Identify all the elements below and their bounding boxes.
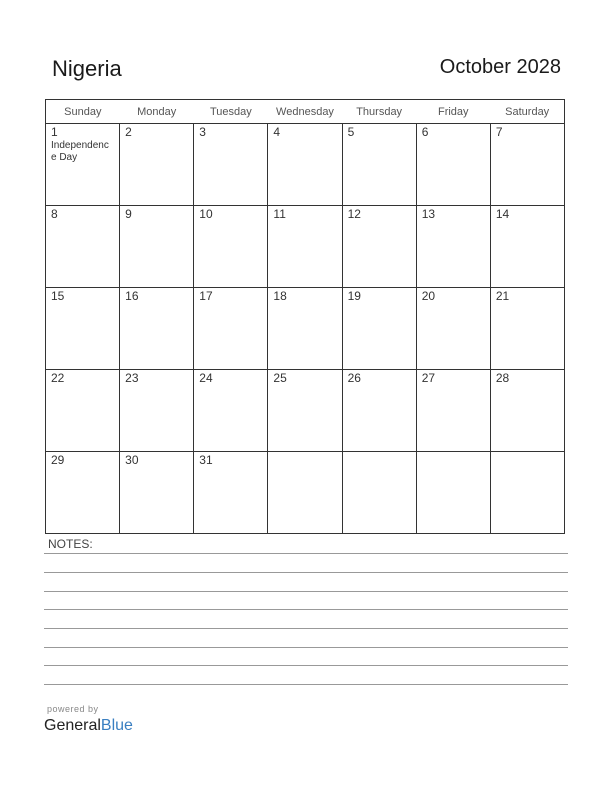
day-cell	[268, 206, 342, 288]
weekday-sunday: Sunday	[46, 100, 120, 124]
day-cell	[120, 206, 194, 288]
day-number: 23	[125, 371, 139, 385]
notes-line	[44, 609, 568, 610]
day-number: 7	[495, 125, 503, 139]
day-cell	[342, 288, 416, 370]
day-cell	[120, 452, 194, 534]
day-cell	[490, 288, 564, 370]
day-number: 29	[51, 453, 65, 467]
weekday-header-row	[46, 100, 565, 124]
day-cell	[490, 206, 564, 288]
day-cell-empty	[490, 452, 564, 534]
notes-line	[44, 647, 568, 648]
day-cell	[416, 288, 490, 370]
weekday-thursday: Thursday	[342, 100, 416, 124]
day-number: 9	[125, 207, 132, 221]
day-number: 27	[421, 371, 436, 385]
day-number: 8	[51, 207, 58, 221]
day-number: 16	[125, 289, 139, 303]
weekday-tuesday: Tuesday	[194, 100, 268, 124]
day-number: 25	[273, 371, 287, 385]
weekday-wednesday: Wednesday	[268, 100, 342, 124]
month-year-title: October 2028	[439, 56, 561, 78]
brand-logo	[44, 717, 133, 735]
day-number: 14	[495, 207, 510, 221]
day-number: 5	[347, 125, 355, 139]
day-number: 2	[125, 125, 132, 139]
week-row	[46, 206, 565, 288]
day-cell	[342, 370, 416, 452]
day-number: 17	[199, 289, 213, 303]
day-cell-empty	[268, 452, 342, 534]
day-cell	[268, 370, 342, 452]
day-cell	[194, 370, 268, 452]
week-row	[46, 452, 565, 534]
day-number: 24	[199, 371, 213, 385]
day-cell	[268, 124, 342, 206]
day-cell-empty	[342, 452, 416, 534]
day-number: 26	[347, 371, 361, 385]
day-number: 15	[51, 289, 65, 303]
weekday-saturday: Saturday	[490, 100, 564, 124]
day-number: 12	[347, 207, 361, 221]
day-number: 6	[421, 125, 429, 139]
notes-line	[44, 628, 568, 629]
day-cell	[194, 124, 268, 206]
day-cell	[46, 124, 120, 206]
day-cell	[120, 124, 194, 206]
notes-line	[44, 591, 568, 592]
calendar-grid	[45, 99, 565, 534]
day-cell	[46, 452, 120, 534]
week-row	[46, 370, 565, 452]
day-cell	[46, 206, 120, 288]
notes-line	[44, 684, 568, 685]
day-cell	[268, 288, 342, 370]
day-cell	[194, 452, 268, 534]
day-cell	[416, 206, 490, 288]
day-number: 22	[51, 371, 65, 385]
day-cell	[490, 124, 564, 206]
day-number: 1	[51, 125, 58, 139]
brand-part-blue: Blue	[100, 717, 133, 734]
week-row	[46, 288, 565, 370]
day-number: 19	[347, 289, 361, 303]
weekday-monday: Monday	[120, 100, 194, 124]
day-number: 31	[199, 453, 213, 467]
notes-line	[44, 572, 568, 573]
day-number: 13	[421, 207, 436, 221]
day-cell-empty	[416, 452, 490, 534]
week-row	[46, 124, 565, 206]
brand-part-general: General	[44, 717, 101, 734]
day-cell	[416, 370, 490, 452]
notes-label: NOTES:	[48, 537, 93, 551]
day-number: 3	[199, 125, 206, 139]
holiday-label: Independence Day	[51, 140, 109, 163]
day-number: 4	[273, 125, 281, 139]
weekday-friday: Friday	[416, 100, 490, 124]
day-cell	[342, 124, 416, 206]
day-number: 21	[495, 289, 510, 303]
day-number: 11	[273, 207, 286, 221]
day-cell	[194, 206, 268, 288]
day-number: 30	[125, 453, 139, 467]
day-cell	[120, 370, 194, 452]
day-number: 10	[199, 207, 213, 221]
day-cell	[416, 124, 490, 206]
day-cell	[46, 288, 120, 370]
country-title: Nigeria	[52, 56, 122, 81]
day-cell	[342, 206, 416, 288]
notes-line	[44, 665, 568, 666]
powered-by-text: powered by	[47, 704, 99, 714]
notes-line	[44, 553, 568, 554]
day-number: 20	[421, 289, 436, 303]
day-number: 18	[273, 289, 287, 303]
day-cell	[46, 370, 120, 452]
day-cell	[120, 288, 194, 370]
day-number: 28	[495, 371, 510, 385]
day-cell	[490, 370, 564, 452]
day-cell	[194, 288, 268, 370]
